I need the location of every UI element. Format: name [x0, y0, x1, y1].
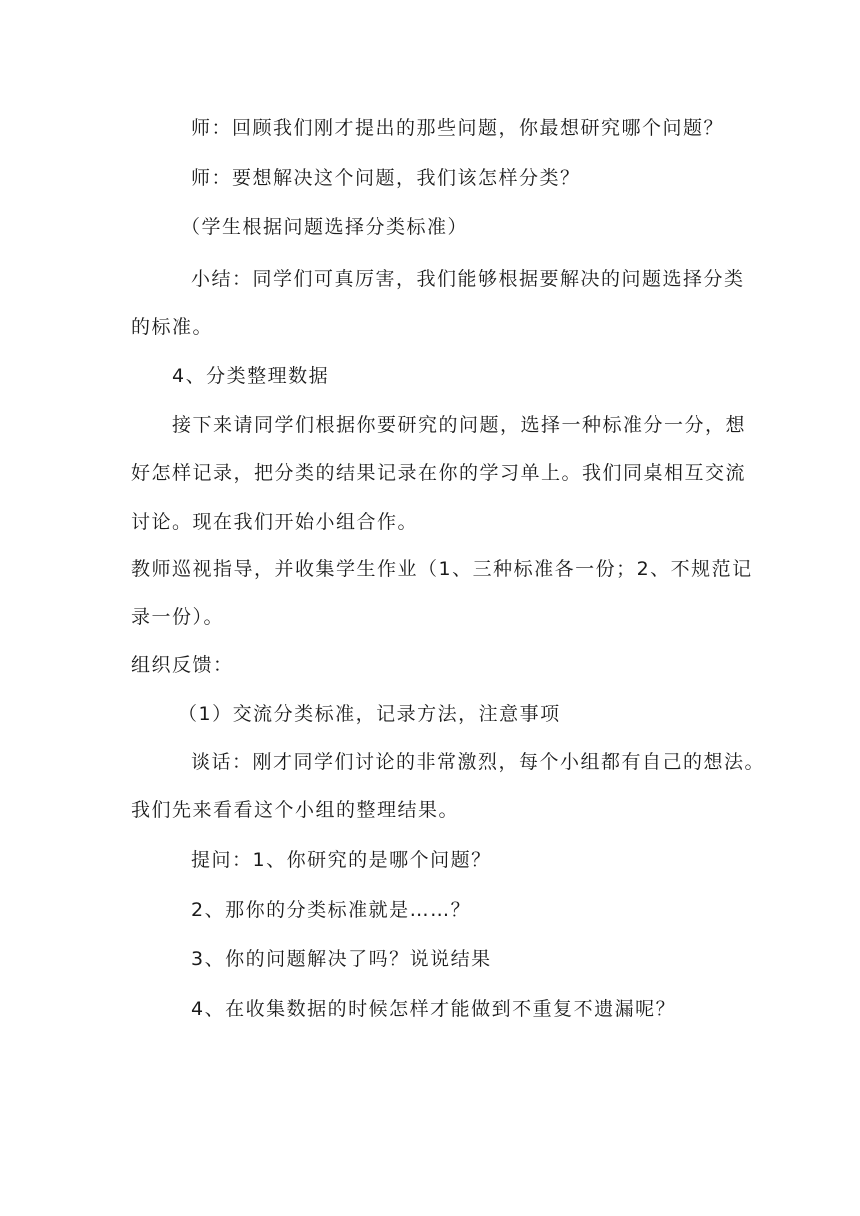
subsection-heading: （1）交流分类标准，记录方法，注意事项: [178, 703, 561, 725]
paragraph-line: 师：回顾我们刚才提出的那些问题，你最想研究哪个问题？: [191, 117, 725, 139]
question-line: 提问：1、你研究的是哪个问题？: [191, 849, 492, 871]
paragraph-line: 讨论。现在我们开始小组合作。: [131, 511, 419, 533]
paragraph-line: 师：要想解决这个问题，我们该怎样分类？: [191, 167, 581, 189]
section-heading: 4、分类整理数据: [172, 365, 330, 387]
question-line: 2、那你的分类标准就是……？: [191, 899, 472, 921]
paragraph-line: 谈话：刚才同学们讨论的非常激烈，每个小组都有自己的想法。: [191, 751, 766, 773]
question-line: 3、你的问题解决了吗？说说结果: [191, 948, 492, 970]
paragraph-line: 我们先来看看这个小组的整理结果。: [131, 799, 460, 821]
paragraph-line: 的标准。: [131, 316, 214, 338]
paragraph-line: 小结：同学们可真厉害，我们能够根据要解决的问题选择分类: [191, 268, 745, 290]
paragraph-line: 录一份）。: [131, 606, 225, 628]
paragraph-line: 好怎样记录，把分类的结果记录在你的学习单上。我们同桌相互交流: [131, 462, 747, 484]
question-line: 4、在收集数据的时候怎样才能做到不重复不遗漏呢？: [191, 998, 677, 1020]
paragraph-line: 组织反馈：: [131, 654, 234, 676]
paragraph-line: 接下来请同学们根据你要研究的问题，选择一种标准分一分，想: [172, 414, 747, 436]
paragraph-line: 教师巡视指导，并收集学生作业（1、三种标准各一份；2、不规范记: [131, 558, 753, 580]
paragraph-line: （学生根据问题选择分类标准）: [181, 216, 469, 238]
